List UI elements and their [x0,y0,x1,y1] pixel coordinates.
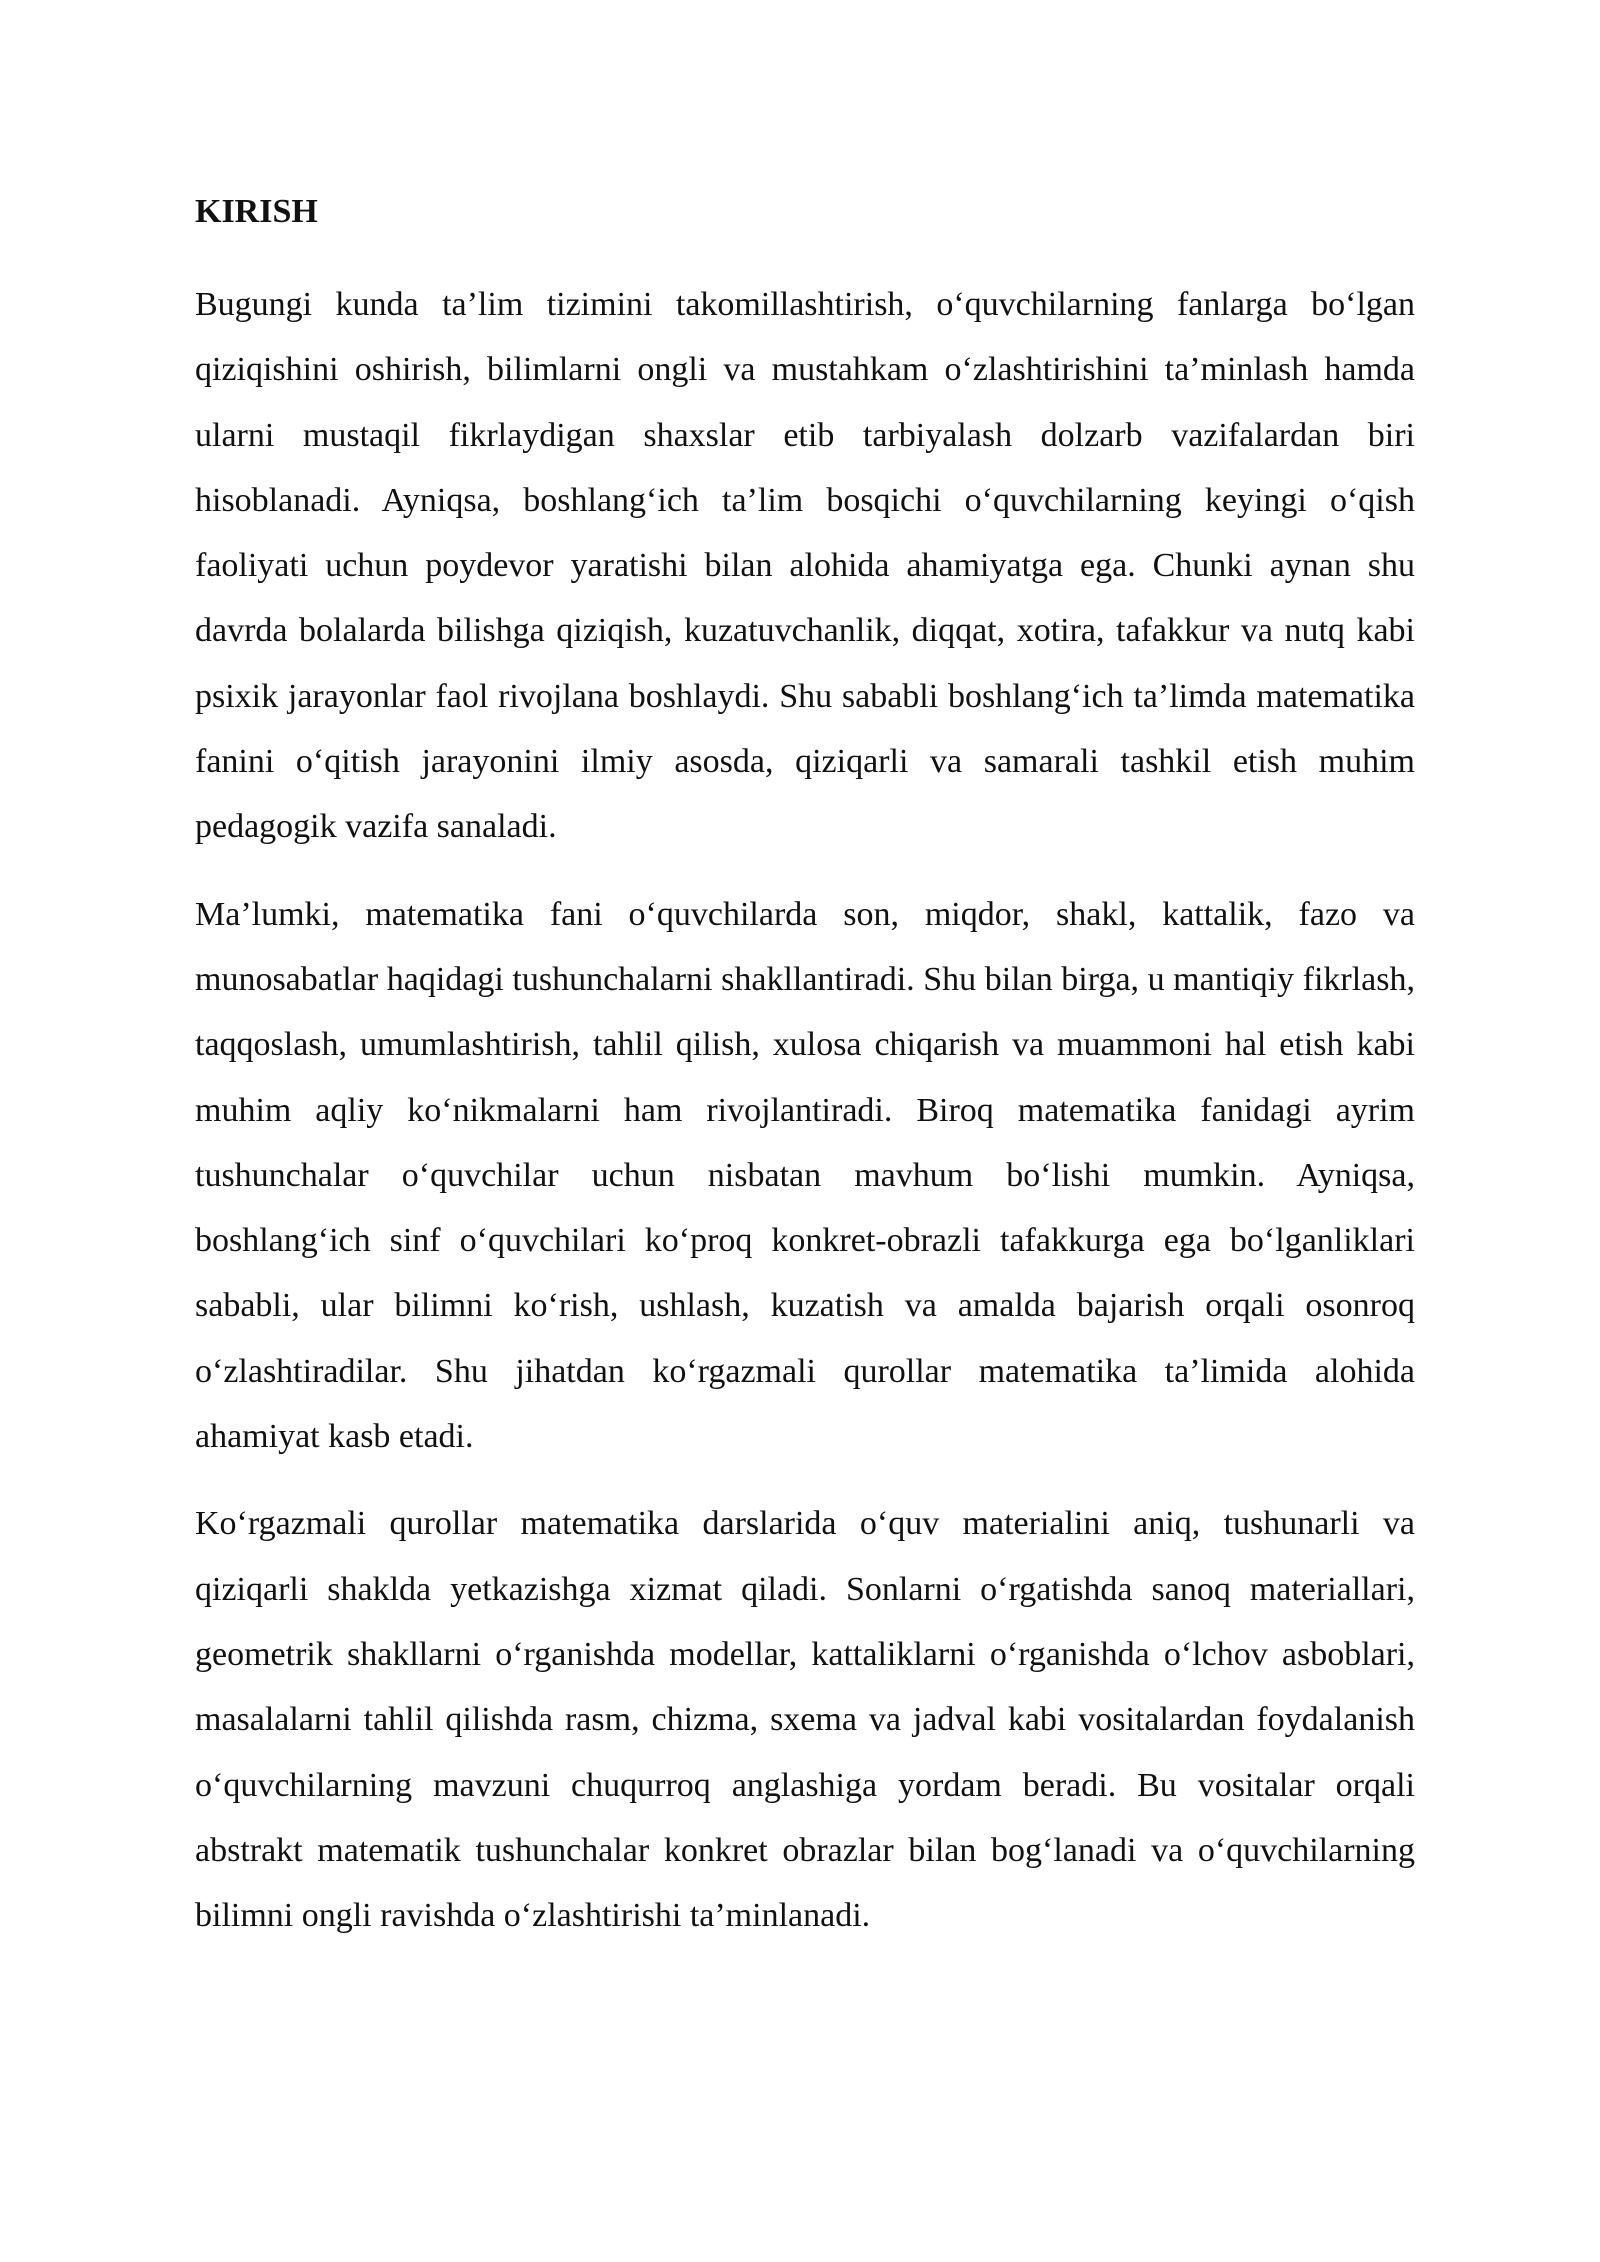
paragraph-1: Bugungi kunda ta’lim tizimini takomillashtirish, o‘quvchilarning fanlarga bo‘lgan qiziqishini oshirish, bilimlarni ongli va mustahkam o‘zlashtirishini ta’minlash hamda ularni mustaqil fikrlaydigan shaxslar etib tarbiyalash dolzarb vazifalardan biri hisoblanadi. Ayniqsa, boshlang‘ich ta’lim bosqichi o‘quvchilarning keyingi o‘qish faoliyati uchun poydevor yaratishi bilan alohida ahamiyatga ega. Chunki aynan shu davrda bolalarda bilishga qiziqish, kuzatuvchanlik, diqqat, xotira, tafakkur va nutq kabi psixik jarayonlar faol rivojlana boshlaydi. Shu sababli boshlang‘ich ta’limda matematika fanini o‘qitish jarayonini ilmiy asosda, qiziqarli va samarali tashkil etish muhim pedagogik vazifa sanaladi. [195,286,1415,846]
document-page [195,190,1415,1970]
paragraph-3: Ko‘rgazmali qurollar matematika darslarida o‘quv materialini aniq, tushunarli va qiziqarli shaklda yetkazishga xizmat qiladi. Sonlarni o‘rgatishda sanoq materiallari, geometrik shakllarni o‘rganishda modellar, kattaliklarni o‘rganishda o‘lchov asboblari, masalalarni tahlil qilishda rasm, chizma, sxema va jadval kabi vositalardan foydalanish o‘quvchilarning mavzuni chuqurroq anglashiga yordam beradi. Bu vositalar orqali abstrakt matematik tushunchalar konkret obrazlar bilan bog‘lanadi va o‘quvchilarning bilimni ongli ravishda o‘zlashtirishi ta’minlanadi. [195,1505,1415,1935]
paragraph-2: Ma’lumki, matematika fani o‘quvchilarda son, miqdor, shakl, kattalik, fazo va munosabatlar haqidagi tushunchalarni shakllantiradi. Shu bilan birga, u mantiqiy fikrlash, taqqoslash, umumlashtirish, tahlil qilish, xulosa chiqarish va muammoni hal etish kabi muhim aqliy ko‘nikmalarni ham rivojlantiradi. Biroq matematika fanidagi ayrim tushunchalar o‘quvchilar uchun nisbatan mavhum bo‘lishi mumkin. Ayniqsa, boshlang‘ich sinf o‘quvchilari ko‘proq konkret-obrazli tafakkurga ega bo‘lganliklari sababli, ular bilimni ko‘rish, ushlash, kuzatish va amalda bajarish orqali osonroq o‘zlashtiradilar. Shu jihatdan ko‘rgazmali qurollar matematika ta’limida alohida ahamiyat kasb etadi. [195,895,1415,1456]
section-heading: KIRISH [195,193,318,230]
